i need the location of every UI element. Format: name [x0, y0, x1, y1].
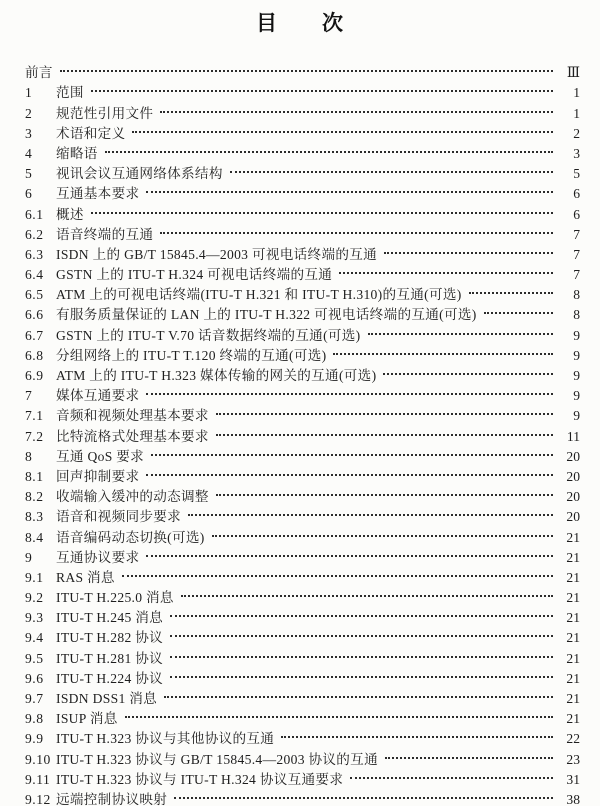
toc-entry-label: GSTN 上的 ITU-T H.324 可视电话终端的互通 — [56, 267, 333, 283]
toc-entry — [25, 198, 580, 222]
toc-entry-number: 8.4 — [25, 529, 44, 545]
toc-leader-dots — [174, 582, 556, 602]
toc-entry-label: ITU-T H.323 协议与其他协议的互通 — [56, 731, 275, 747]
toc-entry-number: 9.8 — [25, 711, 44, 727]
toc-leader-dots — [223, 158, 556, 178]
toc-entry-number: 8.1 — [25, 468, 44, 484]
toc-entry-label: 媒体互通要求 — [56, 388, 140, 404]
toc-leader-dots — [84, 77, 556, 97]
toc-entry-page: 31 — [566, 771, 580, 787]
toc-leader-dots — [378, 743, 556, 763]
toc-entry-label: GSTN 上的 ITU-T V.70 话音数据终端的互通(可选) — [56, 327, 361, 343]
toc-entry-label: 互通基本要求 — [56, 186, 140, 202]
toc-entry-number: 8 — [25, 448, 33, 464]
toc-entry-page: 7 — [573, 267, 580, 283]
toc-entry-label: 缩略语 — [56, 145, 98, 161]
toc-leader-dots — [163, 602, 556, 622]
toc-leader-dots — [98, 138, 556, 158]
toc-leader-dots — [153, 219, 556, 239]
toc-leader-dots — [343, 764, 556, 784]
toc-entry-page: 21 — [566, 650, 580, 666]
toc-leader-dots — [462, 279, 556, 299]
toc-entry-number: 9.10 — [25, 751, 51, 767]
toc-entry-page: 1 — [573, 85, 580, 101]
toc-leader-dots — [157, 683, 556, 703]
toc-entry — [25, 77, 580, 101]
toc-entry-number: 1 — [25, 85, 33, 101]
toc-list — [25, 57, 580, 804]
toc-leader-dots — [153, 97, 556, 117]
toc-entry-number: 6 — [25, 186, 33, 202]
toc-entry-page: 9 — [573, 388, 580, 404]
toc-entry-page: 3 — [573, 145, 580, 161]
toc-entry-label: 语音和视频同步要求 — [56, 509, 182, 525]
toc-entry-label: ITU-T H.323 协议与 GB/T 15845.4—2003 协议的互通 — [56, 751, 378, 767]
toc-entry — [25, 97, 580, 121]
toc-entry-number: 9 — [25, 549, 33, 565]
toc-entry-label: ISUP 消息 — [56, 711, 118, 727]
toc-entry-label: 术语和定义 — [56, 125, 126, 141]
toc-entry-page: 7 — [573, 246, 580, 262]
toc-entry-page: 21 — [566, 529, 580, 545]
toc-entry-number: 6.2 — [25, 226, 44, 242]
toc-entry-page: 11 — [566, 428, 580, 444]
toc-entry-label: 回声抑制要求 — [56, 468, 140, 484]
toc-entry-number: 6.9 — [25, 368, 44, 383]
toc-leader-dots — [53, 57, 556, 77]
toc-leader-dots — [361, 319, 556, 339]
toc-entry-number: 9.1 — [25, 569, 44, 585]
toc-leader-dots — [118, 703, 556, 723]
toc-entry-label: ISDN DSS1 消息 — [56, 691, 158, 706]
toc-entry-label: 互通协议要求 — [56, 549, 140, 565]
toc-entry — [25, 219, 580, 242]
toc-leader-dots — [326, 340, 556, 360]
toc-entry-label: ITU-T H.245 消息 — [56, 610, 164, 626]
toc-entry-number: 6.3 — [25, 246, 44, 262]
toc-entry-number: 6.5 — [25, 287, 44, 303]
toc-entry-number: 6.8 — [25, 347, 44, 363]
toc-entry-label: ATM 上的可视电话终端(ITU-T H.321 和 ITU-T H.310)的互通(可选) — [56, 287, 462, 303]
toc-entry-number: 7.2 — [25, 428, 44, 444]
toc-entry-number: 7.1 — [25, 408, 44, 424]
toc-leader-dots — [209, 400, 556, 420]
toc-entry-label: 语音编码动态切换(可选) — [56, 529, 205, 545]
toc-entry-number: 7 — [25, 388, 33, 404]
toc-entry-number: 6.7 — [25, 327, 44, 343]
toc-leader-dots — [181, 501, 556, 521]
toc-entry-page: 20 — [566, 489, 580, 505]
toc-entry-number: 9.5 — [25, 650, 44, 666]
toc-entry-page: 9 — [573, 368, 580, 383]
toc-leader-dots — [332, 259, 556, 279]
toc-entry-page: 20 — [566, 468, 580, 484]
toc-entry-label: 前言 — [25, 65, 53, 81]
toc-entry-number: 8.3 — [25, 509, 44, 525]
toc-leader-dots — [163, 642, 556, 662]
toc-leader-dots — [125, 118, 556, 138]
toc-leader-dots — [376, 360, 556, 380]
toc-entry-label: 收端输入缓冲的动态调整 — [56, 489, 209, 505]
toc-entry-page: 2 — [573, 125, 580, 141]
toc-entry-page: 1 — [573, 105, 580, 121]
toc-entry — [25, 57, 580, 81]
toc-leader-dots — [84, 198, 556, 218]
toc-leader-dots — [163, 663, 556, 683]
toc-leader-dots — [144, 441, 556, 461]
page-title: 目 次 — [256, 11, 344, 35]
toc-entry-number: 2 — [25, 105, 33, 121]
toc-entry-page: 6 — [573, 186, 580, 202]
toc-entry-number: 9.6 — [25, 670, 44, 686]
toc-entry-number: 9.12 — [25, 791, 51, 806]
toc-entry-label: 比特流格式处理基本要求 — [56, 428, 209, 444]
toc-entry-label: 规范性引用文件 — [56, 105, 154, 121]
toc-entry-page: 20 — [566, 509, 580, 525]
toc-entry-number: 9.3 — [25, 610, 44, 626]
toc-leader-dots — [209, 420, 556, 440]
toc-entry-page: 8 — [573, 287, 580, 303]
toc-entry-label: ITU-T H.282 协议 — [56, 630, 164, 646]
toc-entry-label: RAS 消息 — [56, 569, 115, 585]
toc-entry-page: 21 — [566, 711, 580, 727]
toc-leader-dots — [163, 622, 556, 642]
toc-entry-label: 概述 — [56, 206, 84, 222]
toc-entry-page: 38 — [566, 791, 580, 806]
toc-entry-label: 音频和视频处理基本要求 — [56, 408, 209, 424]
toc-entry-page: 21 — [566, 630, 580, 646]
toc-entry-page: 22 — [566, 731, 580, 747]
toc-leader-dots — [209, 481, 556, 501]
toc-entry-number: 9.11 — [25, 771, 51, 787]
toc-entry-page: Ⅲ — [566, 65, 580, 81]
toc-entry-number: 9.9 — [25, 731, 44, 747]
toc-entry-page: 6 — [573, 206, 580, 222]
toc-entry-number: 9.7 — [25, 691, 44, 706]
toc-leader-dots — [139, 542, 556, 562]
toc-entry-number: 5 — [25, 166, 33, 182]
toc-entry-page: 5 — [573, 166, 580, 182]
toc-leader-dots — [139, 178, 556, 198]
toc-entry-page: 20 — [566, 448, 580, 464]
toc-entry-page: 21 — [566, 670, 580, 686]
toc-entry-label: ITU-T H.224 协议 — [56, 670, 164, 686]
toc-entry-label: 语音终端的互通 — [56, 226, 154, 242]
toc-leader-dots — [377, 239, 556, 259]
toc-leader-dots — [477, 299, 556, 319]
toc-entry-page: 9 — [573, 408, 580, 424]
toc-entry-page: 21 — [566, 549, 580, 565]
toc-entry-label: ISDN 上的 GB/T 15845.4—2003 可视电话终端的互通 — [56, 246, 378, 262]
toc-entry-page: 21 — [566, 691, 580, 706]
toc-leader-dots — [205, 521, 556, 541]
toc-leader-dots — [139, 380, 556, 400]
toc-entry-number: 6.6 — [25, 307, 44, 323]
toc-entry-label: ITU-T H.323 协议与 ITU-T H.324 协议互通要求 — [56, 771, 344, 787]
toc-entry-page: 21 — [566, 569, 580, 585]
toc-leader-dots — [274, 723, 556, 743]
toc-entry-page: 21 — [566, 590, 580, 606]
toc-entry-label: 互通 QoS 要求 — [56, 448, 145, 464]
toc-entry-label: ITU-T H.225.0 消息 — [56, 590, 174, 606]
toc-entry-number: 9.2 — [25, 590, 44, 606]
toc-entry-number: 9.4 — [25, 630, 44, 646]
toc-entry-label: 范围 — [56, 85, 84, 101]
toc-leader-dots — [115, 562, 556, 582]
toc-entry-label: ATM 上的 ITU-T H.323 媒体传输的网关的互通(可选) — [56, 368, 377, 383]
toc-entry-number: 4 — [25, 145, 33, 161]
toc-entry-page: 7 — [573, 226, 580, 242]
toc-entry-number: 3 — [25, 125, 33, 141]
toc-entry-number: 8.2 — [25, 489, 44, 505]
toc-entry-page: 9 — [573, 347, 580, 363]
toc-entry-number: 6.4 — [25, 267, 44, 283]
toc-entry — [25, 158, 580, 182]
toc-entry-label: 有服务质量保证的 LAN 上的 ITU-T H.322 可视电话终端的互通(可选) — [56, 307, 477, 323]
toc-entry-label: 远端控制协议映射 — [56, 791, 168, 806]
toc-entry-page: 23 — [566, 751, 580, 767]
toc-entry-label: 视讯会议互通网络体系结构 — [56, 166, 223, 182]
toc-entry-label: ITU-T H.281 协议 — [56, 650, 164, 666]
toc-entry-page: 21 — [566, 610, 580, 626]
toc-entry — [25, 138, 580, 161]
toc-leader-dots — [139, 461, 556, 481]
toc-entry-page: 8 — [573, 307, 580, 323]
toc-entry-page: 9 — [573, 327, 580, 343]
toc-leader-dots — [167, 784, 556, 804]
toc-entry-label: 分组网络上的 ITU-T T.120 终端的互通(可选) — [56, 347, 327, 363]
toc-entry-number: 6.1 — [25, 206, 44, 222]
